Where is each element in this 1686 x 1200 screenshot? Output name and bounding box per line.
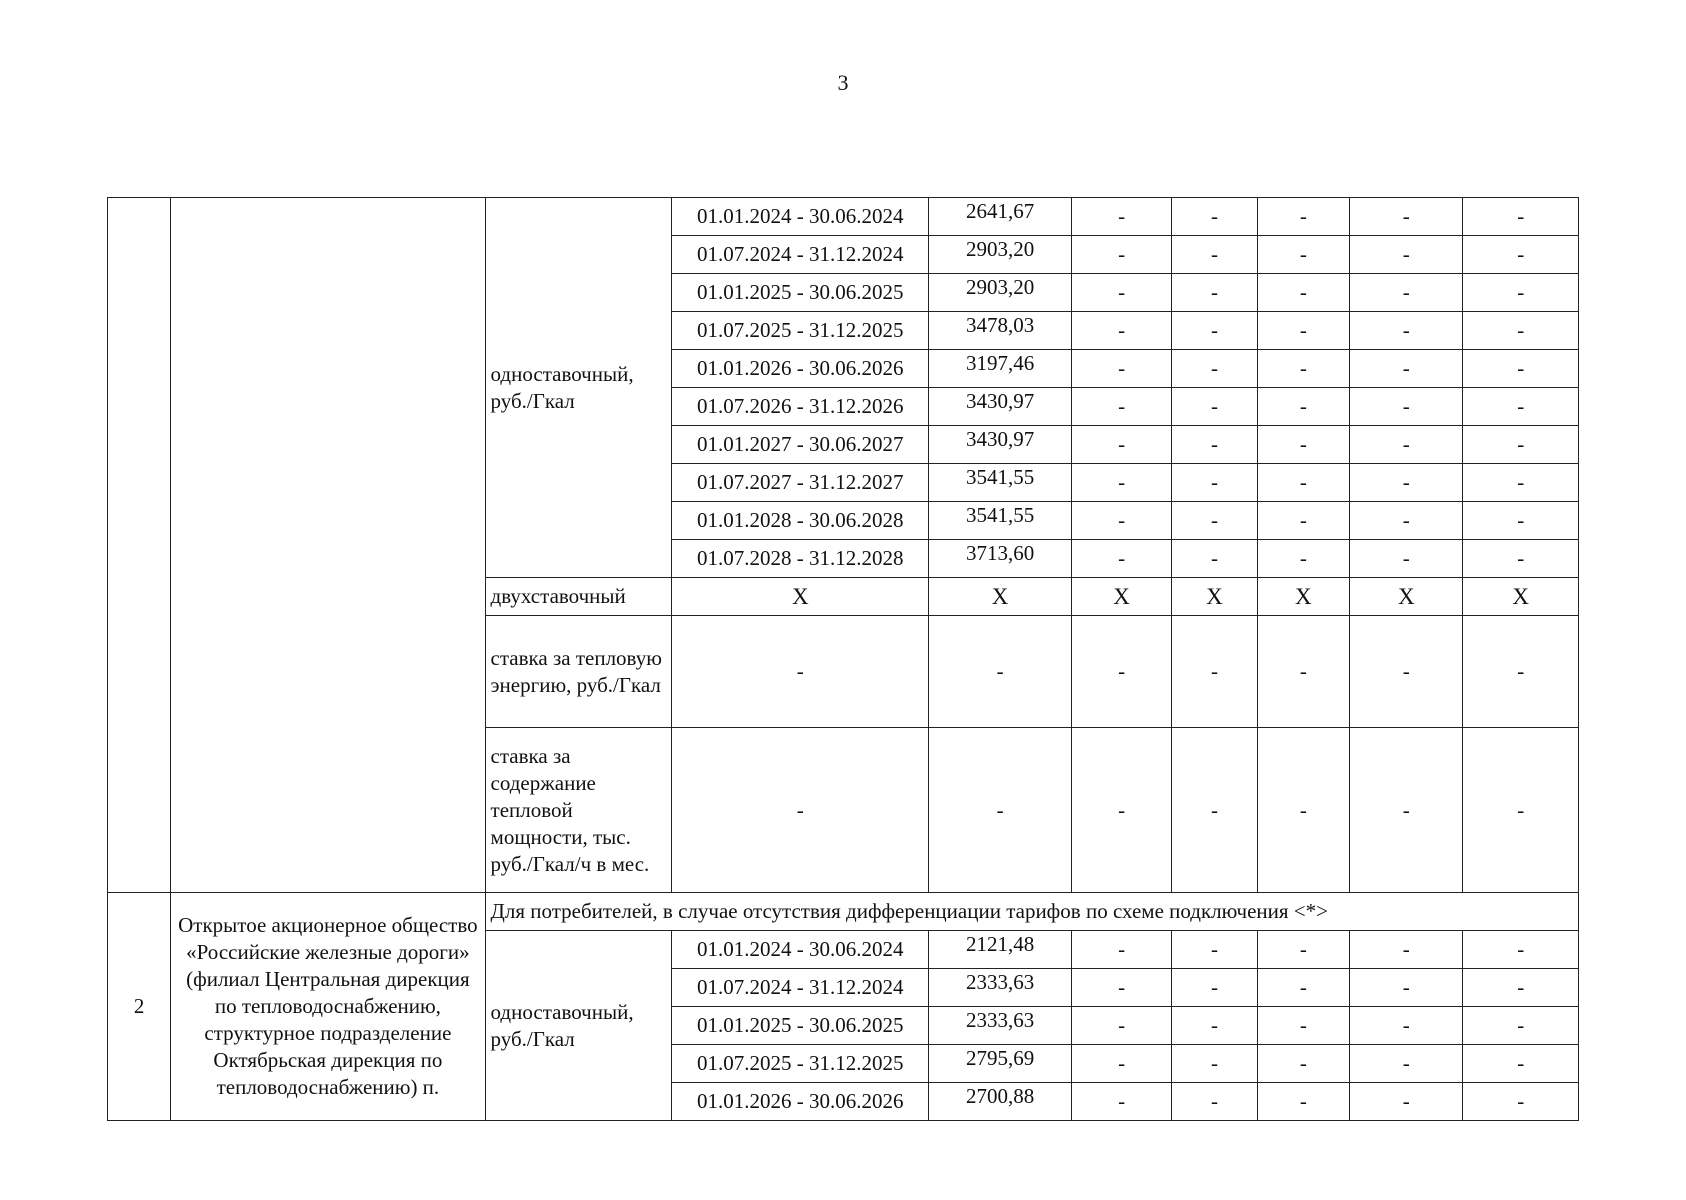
tariff-table bbox=[107, 197, 1579, 1121]
dash-cell: - bbox=[1257, 1007, 1349, 1045]
row-number-cell bbox=[108, 198, 171, 893]
dash-cell: - bbox=[1463, 540, 1579, 578]
consumers-note: Для потребителей, в случае отсутствия дифференциации тарифов по схеме подключения <*> bbox=[485, 893, 1578, 931]
tariff-value bbox=[929, 502, 1072, 540]
dash-cell: - bbox=[1463, 312, 1579, 350]
dash-cell: - bbox=[1172, 502, 1257, 540]
tariff-value-text: 3713,60 bbox=[965, 541, 1035, 565]
dash-cell: - bbox=[1463, 464, 1579, 502]
tariff-value bbox=[929, 198, 1072, 236]
dash-cell: - bbox=[1257, 464, 1349, 502]
dash-cell: - bbox=[1071, 728, 1171, 893]
tariff-value-text: 3541,55 bbox=[965, 465, 1035, 489]
dash-cell: - bbox=[1463, 426, 1579, 464]
x-mark-cell: X bbox=[1172, 578, 1257, 616]
x-mark-cell: X bbox=[929, 578, 1072, 616]
period-cell: 01.07.2025 - 31.12.2025 bbox=[672, 312, 929, 350]
row-number-cell: 2 bbox=[108, 893, 171, 1121]
dash-cell: - bbox=[1172, 312, 1257, 350]
tariff-value bbox=[929, 1045, 1072, 1083]
dash-cell: - bbox=[1071, 1045, 1171, 1083]
dash-cell: - bbox=[1463, 350, 1579, 388]
dash-cell: - bbox=[1257, 388, 1349, 426]
dash-cell: - bbox=[1071, 931, 1171, 969]
tariff-value-text: 2333,63 bbox=[965, 970, 1035, 994]
dash-cell: - bbox=[1463, 931, 1579, 969]
dash-cell: - bbox=[1071, 1007, 1171, 1045]
dash-cell: - bbox=[929, 728, 1072, 893]
period-cell: 01.07.2026 - 31.12.2026 bbox=[672, 388, 929, 426]
period-cell: 01.01.2026 - 30.06.2026 bbox=[672, 1083, 929, 1121]
dash-cell: - bbox=[1463, 236, 1579, 274]
dash-cell: - bbox=[1463, 1083, 1579, 1121]
dash-cell: - bbox=[1350, 274, 1463, 312]
dash-cell: - bbox=[1071, 540, 1171, 578]
dash-cell: - bbox=[1172, 540, 1257, 578]
table-row bbox=[108, 198, 1579, 236]
x-mark-cell: X bbox=[1350, 578, 1463, 616]
tariff-value-text: 2795,69 bbox=[965, 1046, 1035, 1070]
dash-cell: - bbox=[1463, 1045, 1579, 1083]
dash-cell: - bbox=[1071, 1083, 1171, 1121]
tariff-value-text: 2333,63 bbox=[965, 1008, 1035, 1032]
x-mark-cell: X bbox=[1257, 578, 1349, 616]
dash-cell: - bbox=[1463, 502, 1579, 540]
rate-type-label: ставка за содержание тепловой мощности, тыс. руб./Гкал/ч в мес. bbox=[485, 728, 672, 893]
dash-cell: - bbox=[1350, 350, 1463, 388]
tariff-value bbox=[929, 969, 1072, 1007]
period-cell: 01.07.2024 - 31.12.2024 bbox=[672, 236, 929, 274]
tariff-value-text: 2121,48 bbox=[965, 932, 1035, 956]
dash-cell: - bbox=[1350, 1083, 1463, 1121]
organization-cell: Открытое акционерное общество «Российские железные дороги» (филиал Центральная дирекция по тепловодоснабжению, структурное подразделение Октябрьская дирекция по тепловодоснабжению) п. bbox=[171, 893, 485, 1121]
dash-cell: - bbox=[1071, 312, 1171, 350]
dash-cell: - bbox=[1257, 502, 1349, 540]
tariff-value-text: 3541,55 bbox=[965, 503, 1035, 527]
dash-cell: - bbox=[1463, 616, 1579, 728]
dash-cell: - bbox=[1350, 728, 1463, 893]
rate-type-label: ставка за тепловую энергию, руб./Гкал bbox=[485, 616, 672, 728]
rate-type-label: двухставочный bbox=[485, 578, 672, 616]
tariff-value-text: 2700,88 bbox=[965, 1084, 1035, 1108]
dash-cell: - bbox=[1071, 350, 1171, 388]
dash-cell: - bbox=[1257, 728, 1349, 893]
tariff-value bbox=[929, 540, 1072, 578]
dash-cell: - bbox=[1172, 198, 1257, 236]
dash-cell: - bbox=[1172, 616, 1257, 728]
tariff-value-text: 3478,03 bbox=[965, 313, 1035, 337]
dash-cell: - bbox=[1172, 426, 1257, 464]
tariff-value-text: 3197,46 bbox=[965, 351, 1035, 375]
x-mark-cell: X bbox=[672, 578, 929, 616]
tariff-value bbox=[929, 312, 1072, 350]
period-cell: 01.07.2025 - 31.12.2025 bbox=[672, 1045, 929, 1083]
tariff-value bbox=[929, 350, 1072, 388]
rate-type-label: одноставочный, руб./Гкал bbox=[485, 931, 672, 1121]
dash-cell: - bbox=[1257, 616, 1349, 728]
tariff-value bbox=[929, 388, 1072, 426]
dash-cell: - bbox=[1071, 426, 1171, 464]
rate-type-label: одноставочный, руб./Гкал bbox=[485, 198, 672, 578]
dash-cell: - bbox=[1257, 540, 1349, 578]
dash-cell: - bbox=[1350, 426, 1463, 464]
dash-cell: - bbox=[1257, 312, 1349, 350]
dash-cell: - bbox=[1463, 728, 1579, 893]
dash-cell: - bbox=[1071, 388, 1171, 426]
dash-cell: - bbox=[672, 616, 929, 728]
dash-cell: - bbox=[1257, 350, 1349, 388]
dash-cell: - bbox=[1257, 426, 1349, 464]
tariff-value-text: 2641,67 bbox=[965, 199, 1035, 223]
dash-cell: - bbox=[1350, 312, 1463, 350]
period-cell: 01.01.2027 - 30.06.2027 bbox=[672, 426, 929, 464]
dash-cell: - bbox=[1463, 198, 1579, 236]
period-cell: 01.01.2025 - 30.06.2025 bbox=[672, 274, 929, 312]
tariff-value bbox=[929, 931, 1072, 969]
dash-cell: - bbox=[672, 728, 929, 893]
dash-cell: - bbox=[1172, 728, 1257, 893]
dash-cell: - bbox=[1350, 540, 1463, 578]
period-cell: 01.01.2026 - 30.06.2026 bbox=[672, 350, 929, 388]
dash-cell: - bbox=[1172, 388, 1257, 426]
dash-cell: - bbox=[1257, 969, 1349, 1007]
period-cell: 01.01.2024 - 30.06.2024 bbox=[672, 931, 929, 969]
tariff-value-text: 3430,97 bbox=[965, 389, 1035, 413]
organization-cell bbox=[171, 198, 485, 893]
dash-cell: - bbox=[1257, 274, 1349, 312]
dash-cell: - bbox=[1071, 236, 1171, 274]
tariff-value bbox=[929, 464, 1072, 502]
dash-cell: - bbox=[1172, 969, 1257, 1007]
dash-cell: - bbox=[1463, 388, 1579, 426]
dash-cell: - bbox=[1257, 198, 1349, 236]
dash-cell: - bbox=[1463, 969, 1579, 1007]
dash-cell: - bbox=[1350, 969, 1463, 1007]
dash-cell: - bbox=[1350, 502, 1463, 540]
tariff-value-text: 3430,97 bbox=[965, 427, 1035, 451]
dash-cell: - bbox=[1071, 198, 1171, 236]
x-mark-cell: X bbox=[1463, 578, 1579, 616]
dash-cell: - bbox=[1071, 969, 1171, 1007]
dash-cell: - bbox=[1257, 931, 1349, 969]
dash-cell: - bbox=[1257, 1083, 1349, 1121]
dash-cell: - bbox=[1350, 931, 1463, 969]
dash-cell: - bbox=[1172, 931, 1257, 969]
tariff-value bbox=[929, 236, 1072, 274]
period-cell: 01.07.2027 - 31.12.2027 bbox=[672, 464, 929, 502]
tariff-value-text: 2903,20 bbox=[965, 275, 1035, 299]
dash-cell: - bbox=[1172, 236, 1257, 274]
period-cell: 01.01.2028 - 30.06.2028 bbox=[672, 502, 929, 540]
period-cell: 01.07.2028 - 31.12.2028 bbox=[672, 540, 929, 578]
dash-cell: - bbox=[1172, 1045, 1257, 1083]
dash-cell: - bbox=[1172, 274, 1257, 312]
dash-cell: - bbox=[1350, 1045, 1463, 1083]
dash-cell: - bbox=[1350, 1007, 1463, 1045]
dash-cell: - bbox=[1071, 616, 1171, 728]
table-row bbox=[108, 893, 1579, 931]
dash-cell: - bbox=[1350, 236, 1463, 274]
dash-cell: - bbox=[1172, 350, 1257, 388]
dash-cell: - bbox=[1257, 236, 1349, 274]
x-mark-cell: X bbox=[1071, 578, 1171, 616]
tariff-value bbox=[929, 274, 1072, 312]
dash-cell: - bbox=[1350, 198, 1463, 236]
dash-cell: - bbox=[1463, 1007, 1579, 1045]
tariff-value bbox=[929, 1007, 1072, 1045]
dash-cell: - bbox=[929, 616, 1072, 728]
dash-cell: - bbox=[1071, 502, 1171, 540]
dash-cell: - bbox=[1463, 274, 1579, 312]
dash-cell: - bbox=[1172, 1083, 1257, 1121]
period-cell: 01.07.2024 - 31.12.2024 bbox=[672, 969, 929, 1007]
dash-cell: - bbox=[1071, 464, 1171, 502]
tariff-value bbox=[929, 1083, 1072, 1121]
period-cell: 01.01.2025 - 30.06.2025 bbox=[672, 1007, 929, 1045]
dash-cell: - bbox=[1350, 616, 1463, 728]
dash-cell: - bbox=[1257, 1045, 1349, 1083]
dash-cell: - bbox=[1350, 464, 1463, 502]
page-number: 3 bbox=[837, 70, 849, 95]
dash-cell: - bbox=[1172, 464, 1257, 502]
period-cell: 01.01.2024 - 30.06.2024 bbox=[672, 198, 929, 236]
tariff-value bbox=[929, 426, 1072, 464]
tariff-value-text: 2903,20 bbox=[965, 237, 1035, 261]
dash-cell: - bbox=[1350, 388, 1463, 426]
dash-cell: - bbox=[1172, 1007, 1257, 1045]
dash-cell: - bbox=[1071, 274, 1171, 312]
